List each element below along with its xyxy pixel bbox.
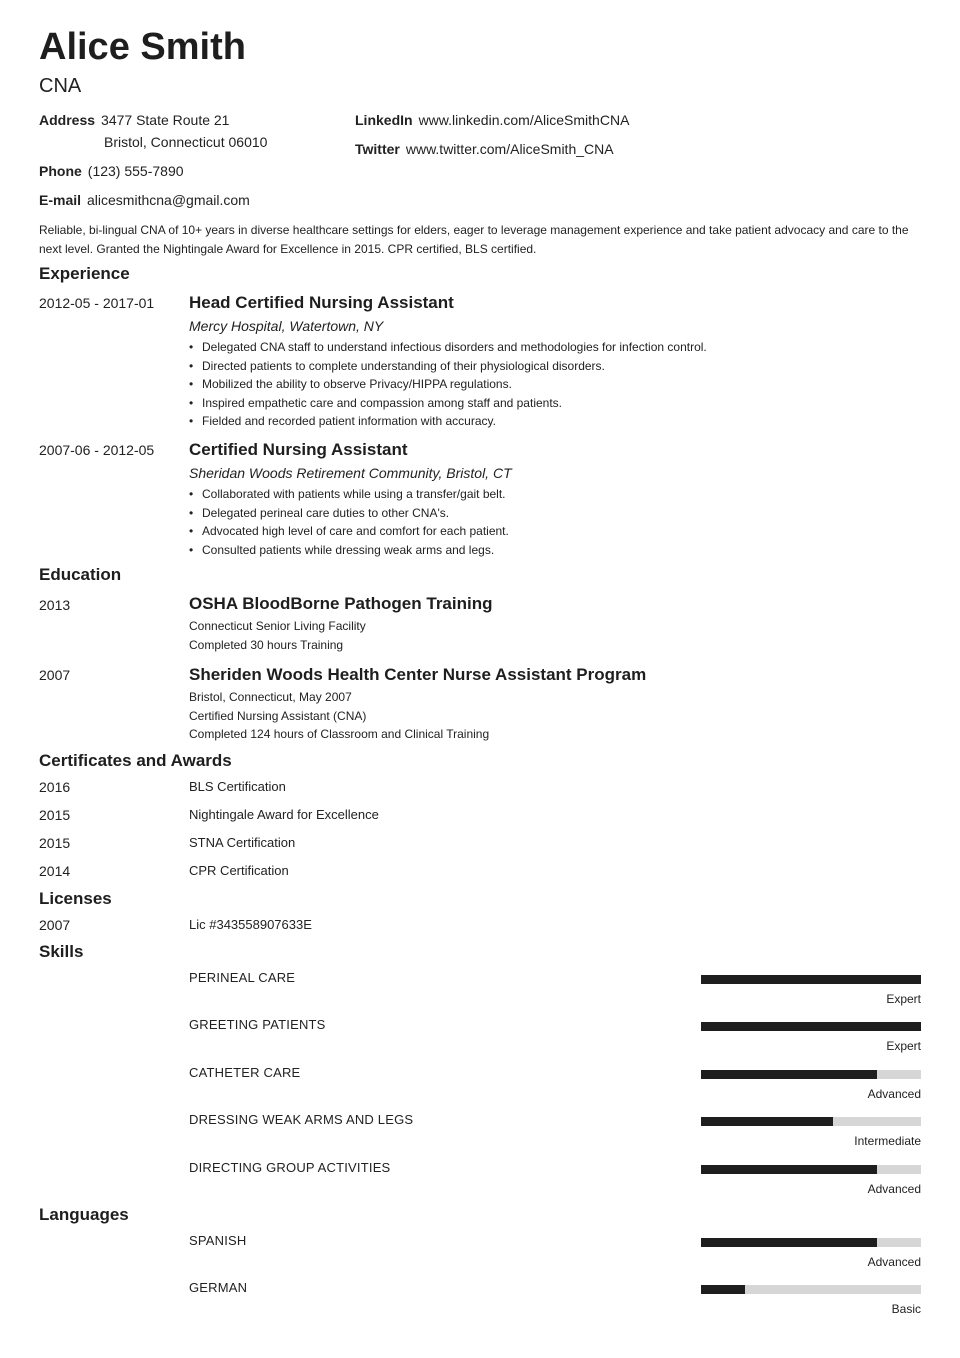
license-number: Lic #343558907633E bbox=[189, 917, 312, 932]
job-bullet: • Directed patients to complete understanding of their physiological disorders. bbox=[189, 357, 921, 376]
skill-name: GREETING PATIENTS bbox=[189, 1017, 326, 1032]
skill-name: PERINEAL CARE bbox=[189, 970, 296, 985]
job-title: Certified Nursing Assistant bbox=[189, 440, 408, 459]
contact-email bbox=[39, 189, 250, 211]
experience-heading: Experience bbox=[39, 264, 130, 283]
language-name: GERMAN bbox=[189, 1280, 248, 1295]
email-value[interactable]: alicesmithcna@gmail.com bbox=[87, 192, 250, 208]
job-bullet: • Inspired empathetic care and compassion among staff and patients. bbox=[189, 394, 921, 413]
education-line: Connecticut Senior Living Facility bbox=[189, 619, 366, 633]
license-year: 2007 bbox=[39, 917, 71, 933]
job-dates: 2012-05 - 2017-01 bbox=[39, 295, 155, 311]
language-level: Basic bbox=[891, 1302, 921, 1316]
summary: Reliable, bi-lingual CNA of 10+ years in diverse healthcare settings for elders, eager to leverage management experience and take patient advocacy and care to the next level. Granted the Nightingale Award for Excellence in 2015. CPR certified, BLS certified. bbox=[39, 223, 909, 256]
skill-bar bbox=[701, 1117, 921, 1126]
skill-level: Expert bbox=[886, 992, 921, 1006]
certificate-name: STNA Certification bbox=[189, 835, 296, 850]
job-bullet: • Collaborated with patients while using a transfer/gait belt. bbox=[189, 485, 921, 504]
twitter-link[interactable]: www.twitter.com/AliceSmith_CNA bbox=[405, 141, 614, 157]
education-year: 2007 bbox=[39, 667, 71, 683]
certificate-year: 2015 bbox=[39, 835, 71, 851]
skill-bar-fill bbox=[701, 1022, 921, 1031]
job-bullet: • Advocated high level of care and comfort for each patient. bbox=[189, 522, 921, 541]
skill-bar bbox=[701, 975, 921, 984]
linkedin-link[interactable]: www.linkedin.com/AliceSmithCNA bbox=[418, 112, 630, 128]
job-title: Head Certified Nursing Assistant bbox=[189, 293, 454, 312]
education-entry bbox=[189, 664, 921, 744]
candidate-title: CNA bbox=[39, 75, 82, 97]
certificates-heading: Certificates and Awards bbox=[39, 751, 232, 770]
skill-level: Advanced bbox=[867, 1087, 921, 1101]
language-bar-fill bbox=[701, 1238, 877, 1247]
skill-level: Advanced bbox=[867, 1182, 921, 1196]
skill-bar-fill bbox=[701, 975, 921, 984]
job-bullets bbox=[189, 485, 921, 559]
education-title: Sheriden Woods Health Center Nurse Assistant Program bbox=[189, 665, 647, 684]
skill-level: Expert bbox=[886, 1039, 921, 1053]
language-level: Advanced bbox=[867, 1255, 921, 1269]
job-company: Sheridan Woods Retirement Community, Bristol, CT bbox=[189, 465, 512, 481]
skill-name: DIRECTING GROUP ACTIVITIES bbox=[189, 1160, 391, 1175]
skill-name: DRESSING WEAK ARMS AND LEGS bbox=[189, 1112, 414, 1127]
job-bullet: • Delegated perineal care duties to other CNA's. bbox=[189, 504, 921, 523]
candidate-name: Alice Smith bbox=[39, 26, 246, 68]
job-bullets bbox=[189, 338, 921, 431]
education-line: Completed 30 hours Training bbox=[189, 637, 344, 652]
certificate-name: BLS Certification bbox=[189, 779, 286, 794]
language-bar bbox=[701, 1285, 921, 1294]
certificate-year: 2016 bbox=[39, 779, 71, 795]
language-bar-fill bbox=[701, 1285, 745, 1294]
phone-value: (123) 555-7890 bbox=[87, 163, 184, 179]
job-bullet: • Delegated CNA staff to understand infectious disorders and methodologies for infection control. bbox=[189, 338, 921, 357]
skill-level: Intermediate bbox=[854, 1134, 921, 1148]
skill-bar bbox=[701, 1022, 921, 1031]
contact-linkedin bbox=[355, 109, 629, 131]
job-entry bbox=[189, 439, 921, 559]
job-bullet: • Fielded and recorded patient information with accuracy. bbox=[189, 412, 921, 431]
contact-phone bbox=[39, 160, 184, 182]
education-line: Certified Nursing Assistant (CNA) bbox=[189, 708, 367, 723]
job-company: Mercy Hospital, Watertown, NY bbox=[189, 318, 384, 334]
phone-label: Phone bbox=[39, 163, 82, 179]
skill-name: CATHETER CARE bbox=[189, 1065, 301, 1080]
contact-twitter bbox=[355, 138, 614, 160]
skill-bar bbox=[701, 1165, 921, 1174]
job-entry bbox=[189, 292, 921, 431]
language-name: SPANISH bbox=[189, 1233, 247, 1248]
job-bullet: • Consulted patients while dressing weak arms and legs. bbox=[189, 541, 921, 560]
address-label: Address bbox=[39, 112, 96, 128]
licenses-heading: Licenses bbox=[39, 889, 112, 908]
skill-bar-fill bbox=[701, 1070, 877, 1079]
twitter-label: Twitter bbox=[355, 141, 400, 157]
skill-bar-fill bbox=[701, 1165, 877, 1174]
email-label: E-mail bbox=[39, 192, 82, 208]
education-line: Completed 124 hours of Classroom and Clinical Training bbox=[189, 727, 490, 741]
linkedin-label: LinkedIn bbox=[355, 112, 413, 128]
address-line1: 3477 State Route 21 bbox=[101, 112, 230, 128]
address-line2: Bristol, Connecticut 06010 bbox=[104, 134, 268, 150]
contact-address bbox=[39, 109, 267, 153]
job-bullet: • Mobilized the ability to observe Privacy/HIPPA regulations. bbox=[189, 375, 921, 394]
languages-heading: Languages bbox=[39, 1205, 129, 1224]
education-year: 2013 bbox=[39, 597, 71, 613]
job-dates: 2007-06 - 2012-05 bbox=[39, 442, 155, 458]
language-bar bbox=[701, 1238, 921, 1247]
certificate-year: 2015 bbox=[39, 807, 71, 823]
education-line: Bristol, Connecticut, May 2007 bbox=[189, 690, 352, 704]
skills-heading: Skills bbox=[39, 942, 84, 961]
certificate-name: Nightingale Award for Excellence bbox=[189, 807, 379, 822]
skill-bar bbox=[701, 1070, 921, 1079]
education-heading: Education bbox=[39, 565, 122, 584]
certificate-name: CPR Certification bbox=[189, 863, 289, 878]
education-title: OSHA BloodBorne Pathogen Training bbox=[189, 594, 493, 613]
skill-bar-fill bbox=[701, 1117, 833, 1126]
education-entry bbox=[189, 593, 921, 654]
certificate-year: 2014 bbox=[39, 863, 71, 879]
